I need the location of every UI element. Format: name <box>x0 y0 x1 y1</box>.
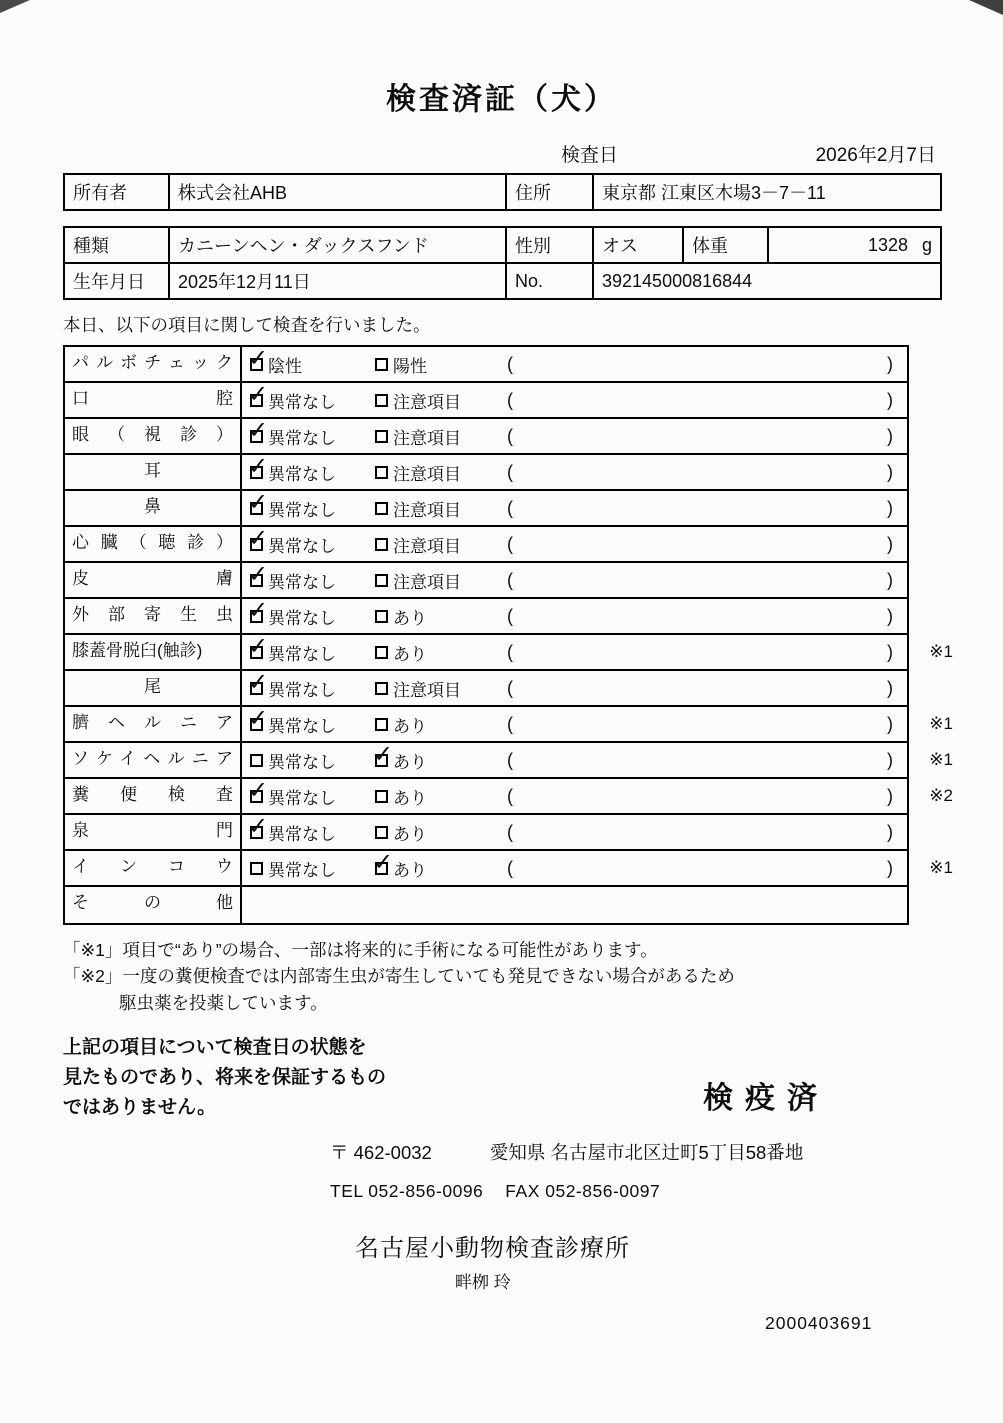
checklist-row-body <box>242 491 907 525</box>
checklist-row-body <box>242 851 907 885</box>
checklist-row <box>65 347 907 383</box>
checklist-row-label: その他 <box>65 887 242 923</box>
clinic-name: 名古屋小動物検査診療所 <box>355 1234 630 1262</box>
checked-checkbox <box>250 394 263 407</box>
checklist-row <box>65 563 907 599</box>
inspection-date-row <box>63 140 940 167</box>
checklist-row-label: 眼（視診） <box>65 419 242 453</box>
checklist-option <box>250 532 375 557</box>
paren-close: ) <box>887 533 893 554</box>
row-note: ※2 <box>929 786 953 805</box>
row-note: ※1 <box>929 714 953 733</box>
checklist-option <box>375 424 507 449</box>
checkbox-label: 異常なし <box>268 608 336 628</box>
breed-label: 種類 <box>64 227 169 263</box>
paren-open: ( <box>507 713 513 734</box>
pet-row-1 <box>64 227 941 263</box>
checklist-row <box>65 383 907 419</box>
paren-open: ( <box>507 533 513 554</box>
checkbox-label: 注意項目 <box>393 464 461 484</box>
checkbox-label: 異常なし <box>268 752 336 772</box>
checklist-option <box>375 640 507 665</box>
paren-close: ) <box>887 677 893 698</box>
clinic-postal-line <box>330 1139 1003 1165</box>
checklist-row <box>65 455 907 491</box>
checkbox-label: 異常なし <box>268 644 336 664</box>
paren-close: ) <box>887 713 893 734</box>
page-title: 検査済証（犬） <box>386 83 617 116</box>
checklist-option <box>375 748 507 773</box>
postal-code: 〒 462-0032 <box>330 1141 432 1163</box>
checked-checkbox <box>250 538 263 551</box>
paren-close: ) <box>887 749 893 770</box>
empty-checkbox <box>375 790 388 803</box>
checklist-option <box>375 532 507 557</box>
checklist-option <box>250 604 375 629</box>
checklist-option <box>250 388 375 413</box>
disclaimer-line-1: 上記の項目について検査日の状態を <box>63 1036 367 1058</box>
paren-open: ( <box>507 785 513 806</box>
no-label: No. <box>506 263 593 299</box>
checkbox-label: あり <box>393 788 427 808</box>
checkbox-label: 異常なし <box>268 860 336 880</box>
checkbox-label: 注意項目 <box>393 428 461 448</box>
empty-checkbox <box>375 574 388 587</box>
scan-artifact-top-right <box>969 0 1003 15</box>
checkbox-label: 注意項目 <box>393 536 461 556</box>
checked-checkbox <box>250 358 263 371</box>
checklist-row-body <box>242 599 907 633</box>
empty-checkbox <box>375 502 388 515</box>
clinic-address: 愛知県 名古屋市北区辻町5丁目58番地 <box>489 1141 804 1163</box>
checklist-row-body <box>242 419 907 453</box>
clinic-fax: FAX 052-856-0097 <box>505 1180 661 1201</box>
checklist-row-body <box>242 455 907 489</box>
checklist-row-body <box>242 527 907 561</box>
paren-close: ) <box>887 785 893 806</box>
checklist-row <box>65 671 907 707</box>
checkbox-label: 異常なし <box>268 716 336 736</box>
empty-checkbox <box>375 718 388 731</box>
checklist-row-label: 口腔 <box>65 383 242 417</box>
birth-value: 2025年12月11日 <box>169 263 506 299</box>
checklist-row <box>65 635 953 671</box>
checklist-row-body <box>242 671 907 705</box>
clinic-tel: TEL 052-856-0096 <box>330 1180 484 1201</box>
checkbox-label: 異常なし <box>268 428 336 448</box>
checkbox-label: 陽性 <box>393 356 427 376</box>
checklist-row <box>65 707 953 743</box>
checked-checkbox <box>250 790 263 803</box>
paren-open: ( <box>507 353 513 374</box>
checkbox-label: 注意項目 <box>393 572 461 592</box>
disclaimer-line-3: ではありません。 <box>63 1096 217 1118</box>
checklist-option <box>250 748 375 773</box>
checklist-option <box>375 712 507 737</box>
paren-close: ) <box>887 569 893 590</box>
checklist-row <box>65 527 907 563</box>
checklist-option <box>250 352 375 377</box>
checkbox-label: 異常なし <box>268 572 336 592</box>
paren-close: ) <box>887 389 893 410</box>
checklist-table <box>63 345 953 925</box>
checklist-row-body <box>242 779 907 813</box>
weight-label: 体重 <box>683 227 768 263</box>
footnotes <box>63 937 1003 1016</box>
checklist-option <box>250 460 375 485</box>
intro-text: 本日、以下の項目に関して検査を行いました。 <box>63 315 431 335</box>
checkbox-label: あり <box>393 716 427 736</box>
checklist-row-label: 臍ヘルニア <box>65 707 242 741</box>
checked-checkbox <box>250 646 263 659</box>
owner-table <box>63 173 942 211</box>
checklist-row <box>65 599 907 635</box>
checklist-row-body <box>242 743 907 777</box>
checklist-option <box>375 460 507 485</box>
checklist-row-label: 尾 <box>65 671 242 705</box>
checklist-row-body <box>242 707 907 741</box>
sex-value: オス <box>593 227 683 263</box>
no-value: 392145000816844 <box>593 263 941 299</box>
clinic-signer: 畔栁 玲 <box>455 1272 511 1292</box>
sex-label: 性別 <box>506 227 593 263</box>
checklist-row <box>65 851 953 887</box>
empty-checkbox <box>250 862 263 875</box>
breed-value: カニーンヘン・ダックスフンド <box>169 227 506 263</box>
checklist-row <box>65 887 907 923</box>
footnote-1: 「※1」項目で“あり”の場合、一部は将来的に手術になる可能性があります。 <box>63 940 658 960</box>
checklist-option <box>250 496 375 521</box>
checkbox-label: 陰性 <box>268 356 302 376</box>
checklist-row-body <box>242 815 907 849</box>
checked-checkbox <box>375 754 388 767</box>
checklist-row-body <box>242 563 907 597</box>
bottom-block <box>63 1033 1003 1334</box>
serial-number: 2000403691 <box>765 1312 873 1333</box>
checkbox-label: 注意項目 <box>393 392 461 412</box>
empty-checkbox <box>375 610 388 623</box>
checklist-row <box>65 743 953 779</box>
checked-checkbox <box>250 682 263 695</box>
checklist-row <box>65 419 907 455</box>
checklist-option <box>375 604 507 629</box>
checkbox-label: あり <box>393 608 427 628</box>
paren-open: ( <box>507 605 513 626</box>
empty-checkbox <box>375 826 388 839</box>
checklist-row-body <box>242 635 907 669</box>
checklist-option <box>375 784 507 809</box>
weight-number: 1328 <box>867 234 908 255</box>
paren-close: ) <box>887 605 893 626</box>
footnote-2: 「※2」一度の糞便検査では内部寄生虫が寄生していても発見できない場合があるため <box>63 966 735 987</box>
checkbox-label: 注意項目 <box>393 500 461 520</box>
checklist-option <box>250 640 375 665</box>
checklist-row <box>65 491 907 527</box>
paren-close: ) <box>887 461 893 482</box>
address-value: 東京都 江東区木場3－7－11 <box>593 174 941 210</box>
checkbox-label: あり <box>393 860 427 880</box>
paren-open: ( <box>507 497 513 518</box>
checklist-row-body <box>242 887 907 923</box>
empty-checkbox <box>375 538 388 551</box>
checklist-option <box>250 568 375 593</box>
checkbox-label: 異常なし <box>268 500 336 520</box>
empty-checkbox <box>375 682 388 695</box>
scan-artifact-top-left <box>0 0 30 13</box>
checklist-row-label: 心臓（聴診） <box>65 527 242 561</box>
checked-checkbox <box>250 430 263 443</box>
checklist-option <box>375 352 507 377</box>
checkbox-label: 異常なし <box>268 464 336 484</box>
disclaimer <box>63 1033 1003 1123</box>
checklist-option <box>250 784 375 809</box>
checklist-option <box>375 568 507 593</box>
checklist-row-label: 耳 <box>65 455 242 489</box>
paren-open: ( <box>507 749 513 770</box>
paren-open: ( <box>507 461 513 482</box>
checklist-option <box>250 856 375 881</box>
row-note: ※1 <box>929 858 953 877</box>
checkbox-label: 異常なし <box>268 536 336 556</box>
checklist-row-body <box>242 383 907 417</box>
empty-checkbox <box>375 358 388 371</box>
checklist-row <box>65 815 907 851</box>
checklist-row-label: インコウ <box>65 851 242 885</box>
checklist-option <box>375 676 507 701</box>
checklist-row-body <box>242 347 907 381</box>
checkbox-label: 異常なし <box>268 392 336 412</box>
checked-checkbox <box>250 610 263 623</box>
checklist-row-label: 膝蓋骨脱臼(触診) <box>65 635 242 669</box>
checkbox-label: 注意項目 <box>393 680 461 700</box>
checkbox-label: あり <box>393 752 427 772</box>
paren-open: ( <box>507 425 513 446</box>
paren-open: ( <box>507 389 513 410</box>
checklist-option <box>250 712 375 737</box>
row-note: ※1 <box>929 750 953 769</box>
owner-row <box>64 174 941 210</box>
checklist-row-label: 外部寄生虫 <box>65 599 242 633</box>
clinic-tel-line <box>330 1181 1003 1202</box>
birth-label: 生年月日 <box>64 263 169 299</box>
checklist-option <box>375 388 507 413</box>
owner-value: 株式会社AHB <box>169 174 506 210</box>
empty-checkbox <box>375 646 388 659</box>
checkbox-label: あり <box>393 824 427 844</box>
checklist-option <box>375 856 507 881</box>
paren-close: ) <box>887 641 893 662</box>
empty-checkbox <box>250 754 263 767</box>
checked-checkbox <box>375 862 388 875</box>
paren-open: ( <box>507 641 513 662</box>
checklist-row-label: 泉門 <box>65 815 242 849</box>
checked-checkbox <box>250 574 263 587</box>
empty-checkbox <box>375 430 388 443</box>
checked-checkbox <box>250 466 263 479</box>
paren-close: ) <box>887 353 893 374</box>
checkbox-label: 異常なし <box>268 680 336 700</box>
paren-close: ) <box>887 497 893 518</box>
checklist-row-label: 鼻 <box>65 491 242 525</box>
checklist-row <box>65 779 953 815</box>
row-note: ※1 <box>929 642 953 661</box>
quarantine-stamp: 検疫済 <box>703 1081 829 1115</box>
checked-checkbox <box>250 826 263 839</box>
owner-label: 所有者 <box>64 174 169 210</box>
address-label: 住所 <box>506 174 593 210</box>
weight-unit: g <box>921 234 932 255</box>
empty-checkbox <box>375 394 388 407</box>
pet-table <box>63 226 942 300</box>
checklist-option <box>375 496 507 521</box>
paren-close: ) <box>887 821 893 842</box>
disclaimer-line-2: 見たものであり、将来を保証するもの <box>63 1066 387 1088</box>
checked-checkbox <box>250 718 263 731</box>
checkbox-label: 異常なし <box>268 824 336 844</box>
paren-open: ( <box>507 857 513 878</box>
paren-open: ( <box>507 821 513 842</box>
checklist-option <box>250 676 375 701</box>
checklist-row-label: パルボチェック <box>65 347 242 381</box>
checklist-row-label: 皮膚 <box>65 563 242 597</box>
paren-close: ) <box>887 857 893 878</box>
paren-open: ( <box>507 569 513 590</box>
checkbox-label: あり <box>393 644 427 664</box>
footnote-2-continued: 駆虫薬を投薬しています。 <box>119 992 328 1013</box>
checklist-row-label: 糞便検査 <box>65 779 242 813</box>
pet-row-2 <box>64 263 941 299</box>
checklist-row-label: ソケイヘルニア <box>65 743 242 777</box>
checklist-option <box>250 820 375 845</box>
checklist-option <box>375 820 507 845</box>
inspection-date-value: 2026年2月7日 <box>815 145 936 166</box>
weight-value <box>768 227 941 263</box>
checklist-option <box>250 424 375 449</box>
inspection-date-label: 検査日 <box>561 145 619 166</box>
checkbox-label: 異常なし <box>268 788 336 808</box>
paren-close: ) <box>887 425 893 446</box>
paren-open: ( <box>507 677 513 698</box>
checked-checkbox <box>250 502 263 515</box>
empty-checkbox <box>375 466 388 479</box>
